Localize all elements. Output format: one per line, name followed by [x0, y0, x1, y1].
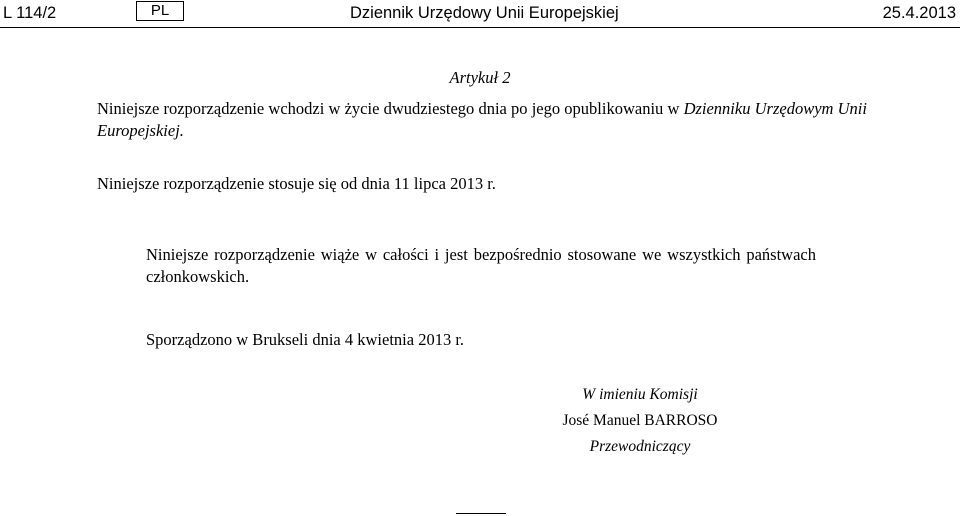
language-badge: PL [136, 1, 184, 21]
article-title: Artykuł 2 [449, 68, 511, 87]
done-at-statement: Sporządzono w Brukseli dnia 4 kwietnia 2013 r. [146, 330, 465, 349]
footnote-separator [456, 513, 506, 514]
paragraph-text: Niniejsze rozporządzenie wchodzi w życie dwudziestego dnia po jego opublikowaniu w [97, 99, 684, 118]
page-reference: L 114/2 [3, 4, 57, 22]
signature-role: Przewodniczący [589, 438, 691, 455]
paragraph-end: . [179, 121, 184, 140]
journal-title: Dziennik Urzędowy Unii Europejskiej [350, 4, 619, 22]
binding-clause: Niniejsze rozporządzenie wiąże w całości i jest bezpośrednio stosowane we wszystkich państwach członkowskich. [146, 245, 816, 286]
journal-name-italic: Dzienniku Urzędowym Unii Europejskiej [97, 99, 867, 140]
article-paragraph-entry-into-force [97, 98, 867, 142]
publication-date: 25.4.2013 [882, 4, 956, 22]
signature-on-behalf: W imieniu Komisji [582, 386, 698, 403]
signature-name: José Manuel BARROSO [562, 412, 718, 429]
page-header [0, 0, 960, 28]
article-paragraph-application-date: Niniejsze rozporządzenie stosuje się od dnia 11 lipca 2013 r. [97, 174, 496, 193]
